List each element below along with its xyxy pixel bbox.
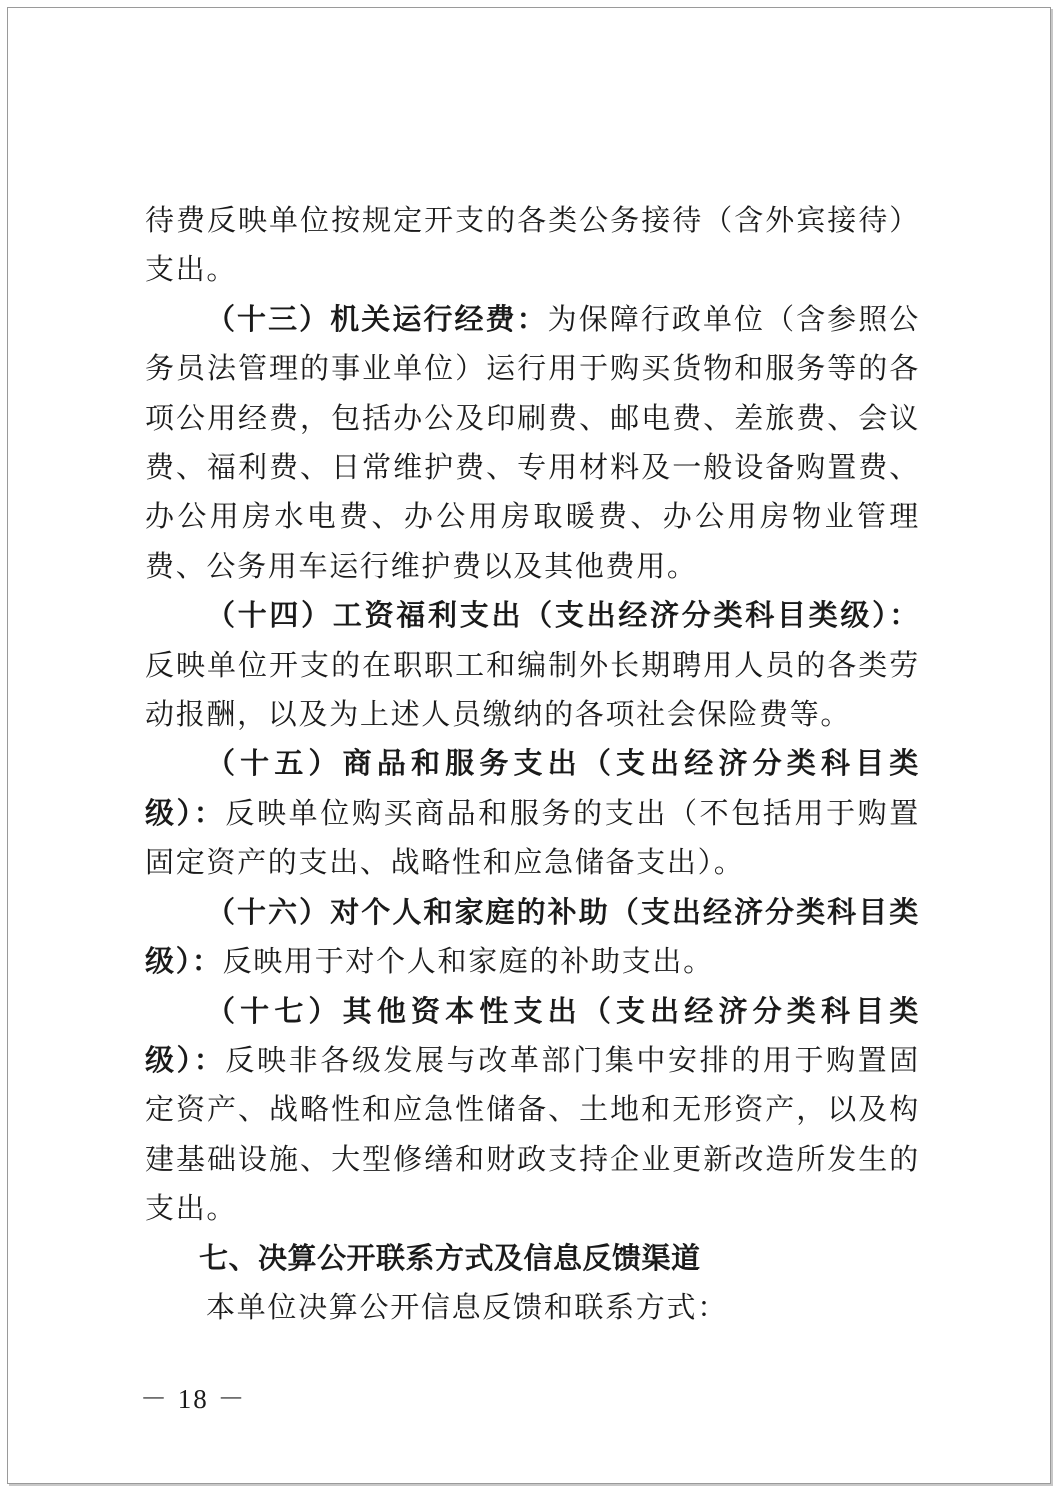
paragraph-item-15 xyxy=(145,739,920,887)
item-15-title: （十五）商品和服务支出（支出经济分类科目类级）： xyxy=(145,746,920,830)
paragraph-item-13 xyxy=(145,295,920,591)
item-13-text: 为保障行政单位（含参照公务员法管理的事业单位）运行用于购买货物和服务等的各项公用经费，包括办公及印刷费、邮电费、差旅费、会议费、福利费、日常维护费、专用材料及一般设备购置费、办公用房水电费、办公用房取暖费、办公用房物业管理费、公务用车运行维护费以及其他费用。 xyxy=(145,301,921,583)
item-14-title: （十四）工资福利支出（支出经济分类科目类级）： xyxy=(206,598,920,633)
item-15-text: 反映单位购买商品和服务的支出（不包括用于购置固定资产的支出、战略性和应急储备支出）。 xyxy=(145,795,920,880)
item-17-title: （十七）其他资本性支出（支出经济分类科目类级）： xyxy=(145,993,920,1077)
paragraph-text: 待费反映单位按规定开支的各类公务接待（含外宾接待）支出。 xyxy=(145,203,920,287)
document-body xyxy=(145,196,920,1332)
paragraph-item-14 xyxy=(145,591,920,739)
item-13-title: （十三）机关运行经费： xyxy=(206,301,548,336)
paragraph-reception-expense xyxy=(145,196,920,295)
paragraph-item-16 xyxy=(145,888,920,987)
paragraph-item-17 xyxy=(145,987,920,1234)
item-14-text: 反映单位开支的在职职工和编制外长期聘用人员的各类劳动报酬，以及为上述人员缴纳的各项社会保险费等。 xyxy=(145,647,920,732)
section-heading: 七、决算公开联系方式及信息反馈渠道 xyxy=(199,1240,701,1275)
page-number: － 18 － xyxy=(140,1384,247,1414)
item-16-title: （十六）对个人和家庭的补助（支出经济分类科目类级）： xyxy=(145,894,920,979)
item-17-text: 反映非各级发展与改革部门集中安排的用于购置固定资产、战略性和应急性储备、土地和无形资产，以及构建基础设施、大型修缮和财政支持企业更新改造所发生的支出。 xyxy=(145,1042,920,1226)
contact-intro: 本单位决算公开信息反馈和联系方式： xyxy=(206,1289,728,1324)
item-16-text: 反映用于对个人和家庭的补助支出。 xyxy=(222,944,714,979)
